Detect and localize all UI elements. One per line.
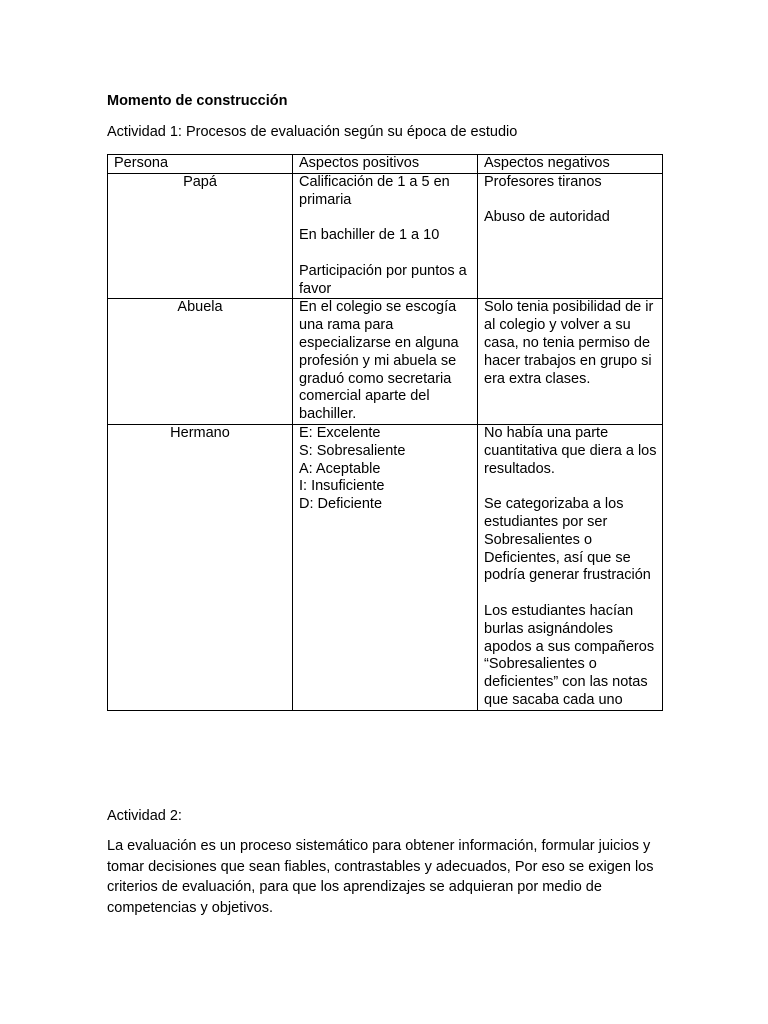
- negativo-item: Abuso de autoridad: [484, 209, 610, 226]
- evaluation-table: [107, 154, 663, 711]
- positivos-cell: [293, 299, 478, 425]
- negativos-cell: [478, 173, 663, 299]
- negativo-item: Se categorizaba a los estudiantes por ser Sobresalientes o Deficientes, así que se podría generar frustración: [484, 496, 651, 584]
- table-row: [108, 173, 663, 299]
- positivo-item: En bachiller de 1 a 10: [299, 227, 440, 244]
- table-row: [108, 299, 663, 425]
- activity2-paragraph: La evaluación es un proceso sistemático para obtener información, formular juicios y tomar decisiones que sean fiables, contrastables y adecuados, Por eso se exigen los criterios de evaluación, para que los aprendizajes se adquieran por medio de competencias y objetivos.: [107, 838, 654, 916]
- positivo-item: D: Deficiente: [299, 496, 383, 513]
- section-title: Momento de construcción: [107, 93, 288, 109]
- positivo-item: I: Insuficiente: [299, 478, 385, 495]
- table-header-row: [108, 155, 663, 174]
- table-row: [108, 424, 663, 710]
- persona-cell: Papá: [108, 173, 293, 299]
- positivo-item: Calificación de 1 a 5 en primaria: [299, 173, 450, 208]
- positivo-item: S: Sobresaliente: [299, 442, 406, 459]
- activity2-section: [107, 807, 667, 918]
- negativo-item: No había una parte cuantitativa que diera a los resultados.: [484, 424, 657, 477]
- negativo-item: Solo tenia posibilidad de ir al colegio y volver a su casa, no tenia permiso de hacer trabajos en grupo si era extra clases.: [484, 299, 654, 387]
- header-positivos: Aspectos positivos: [293, 155, 478, 174]
- positivos-cell: [293, 173, 478, 299]
- negativos-cell: [478, 424, 663, 710]
- positivo-item: A: Aceptable: [299, 460, 381, 477]
- negativo-item: Profesores tiranos: [484, 173, 602, 190]
- activity2-label: Actividad 2:: [107, 808, 182, 824]
- header-persona: Persona: [108, 155, 293, 174]
- positivo-item: Participación por puntos a favor: [299, 262, 467, 297]
- header-negativos: Aspectos negativos: [478, 155, 663, 174]
- positivo-item: E: Excelente: [299, 424, 381, 441]
- document-body: [107, 92, 663, 711]
- activity1-title: Actividad 1: Procesos de evaluación según su época de estudio: [107, 124, 518, 140]
- positivos-cell: [293, 424, 478, 710]
- negativo-item: Los estudiantes hacían burlas asignándoles apodos a sus compañeros “Sobresalientes o deficientes” con las notas que sacaba cada uno: [484, 602, 655, 708]
- negativos-cell: [478, 299, 663, 425]
- positivo-item: En el colegio se escogía una rama para especializarse en alguna profesión y mi abuela se graduó como secretaria comercial aparte del bachiller.: [299, 299, 459, 423]
- persona-cell: Hermano: [108, 424, 293, 710]
- persona-cell: Abuela: [108, 299, 293, 425]
